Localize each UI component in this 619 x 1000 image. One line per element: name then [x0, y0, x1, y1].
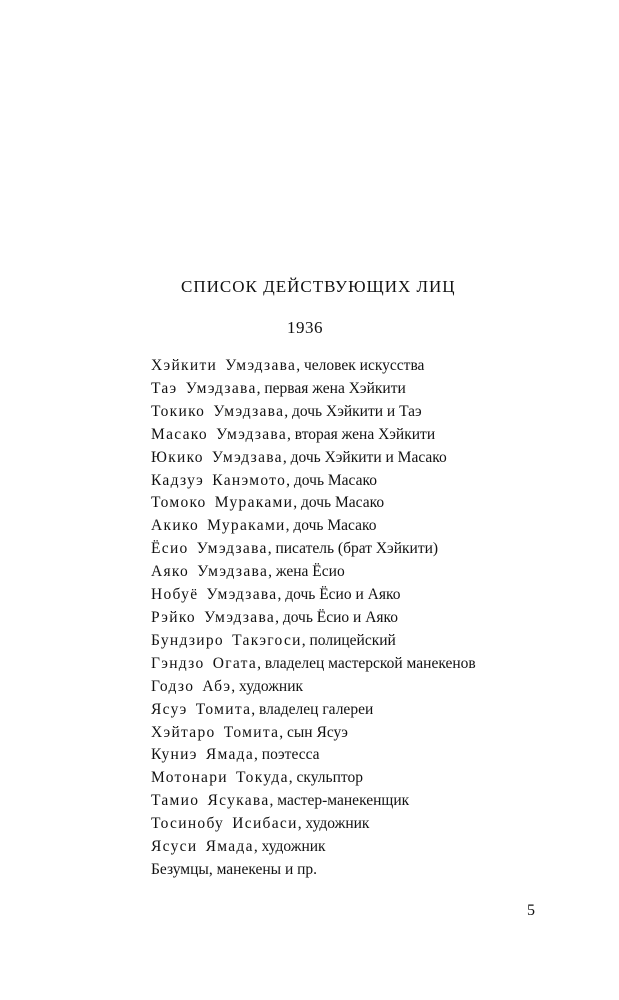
character-name: Хэйкити Умэдзава [151, 357, 297, 374]
character-description: , дочь Ёсио и Аяко [275, 608, 399, 626]
cast-list-item [151, 744, 476, 767]
cast-list-item [151, 561, 476, 584]
cast-list-item [151, 424, 476, 447]
character-description: , первая жена Хэйкити [256, 379, 406, 397]
character-description: , владелец галереи [251, 700, 374, 718]
character-description: , сын Ясуэ [279, 723, 348, 741]
character-description: , жена Ёсио [268, 563, 345, 581]
cast-list-item [151, 447, 476, 470]
character-description: , вторая жена Хэйкити [287, 425, 436, 443]
character-description: , дочь Хэйкити и Масако [282, 448, 447, 466]
cast-list-item [151, 813, 476, 836]
character-description: , дочь Ёсио и Аяко [277, 586, 401, 604]
character-description: , дочь Масако [286, 471, 377, 489]
cast-list-item [151, 836, 476, 859]
character-name: Бундзиро Такэгоси [151, 631, 302, 649]
cast-list-item [151, 515, 476, 538]
character-description: , писатель (брат Хэйкити) [267, 540, 439, 558]
character-name: Таэ Умэдзава [151, 379, 257, 397]
character-name: Мотонари Токуда [151, 769, 289, 787]
character-name: Токико Умэдзава [151, 402, 285, 420]
character-name: Акико Мураками [151, 517, 286, 535]
cast-list-item [151, 722, 476, 745]
character-name: Ясуэ Томита [151, 700, 252, 718]
character-name: Куниэ Ямада [151, 746, 255, 764]
character-description: Безумцы, манекены и пр. [151, 860, 318, 878]
cast-list-item [151, 355, 476, 378]
character-name: Масако Умэдзава [151, 425, 288, 443]
cast-list-item [151, 859, 476, 882]
cast-list-item [151, 584, 476, 607]
character-name: Кадзуэ Канэмото [151, 471, 287, 489]
character-description: , мастер-манекенщик [269, 792, 410, 810]
character-description: , дочь Масако [293, 494, 385, 512]
character-description: , художник [231, 677, 304, 695]
cast-list-item [151, 607, 476, 630]
character-name: Хэйтаро Томита [151, 723, 280, 741]
cast-list-item [151, 790, 476, 813]
character-name: Годзо Абэ [151, 677, 232, 695]
cast-list-item [151, 699, 476, 722]
cast-list-item [151, 470, 476, 493]
cast-list-item [151, 630, 476, 653]
character-description: , поэтесса [254, 746, 320, 764]
cast-list-item [151, 401, 476, 424]
cast-list-item [151, 767, 476, 790]
character-description: , дочь Хэйкити и Таэ [284, 402, 422, 420]
character-name: Ёсио Умэдзава [151, 540, 268, 558]
cast-list-item [151, 538, 476, 561]
character-description: , скульптор [288, 769, 363, 787]
character-description: , художник [297, 815, 370, 833]
character-description: , человек искусства [296, 357, 425, 374]
cast-list-item [151, 653, 476, 676]
character-name: Нобуё Умэдзава [151, 586, 278, 604]
cast-list-item [151, 378, 476, 401]
character-name: Юкико Умэдзава [151, 448, 283, 466]
character-name: Ясуси Ямада [151, 838, 254, 856]
character-name: Томоко Мураками [151, 494, 294, 512]
page-title: СПИСОК ДЕЙСТВУЮЩИХ ЛИЦ [181, 277, 456, 296]
character-description: , дочь Масако [285, 517, 377, 535]
character-description: , художник [253, 838, 326, 856]
cast-list-item [151, 492, 476, 515]
character-description: , полицейский [301, 631, 396, 649]
page-number: 5 [527, 902, 535, 919]
year-heading: 1936 [287, 318, 323, 337]
character-name: Тосинобу Исибаси [151, 815, 298, 833]
character-description: , владелец мастерской манекенов [257, 654, 476, 672]
cast-list-item [151, 676, 476, 699]
cast-list [151, 355, 476, 882]
character-name: Аяко Умэдзава [151, 563, 269, 581]
character-name: Рэйко Умэдзава [151, 608, 276, 626]
character-name: Тамио Ясукава [151, 792, 270, 810]
character-name: Гэндзо Огата [151, 654, 258, 672]
